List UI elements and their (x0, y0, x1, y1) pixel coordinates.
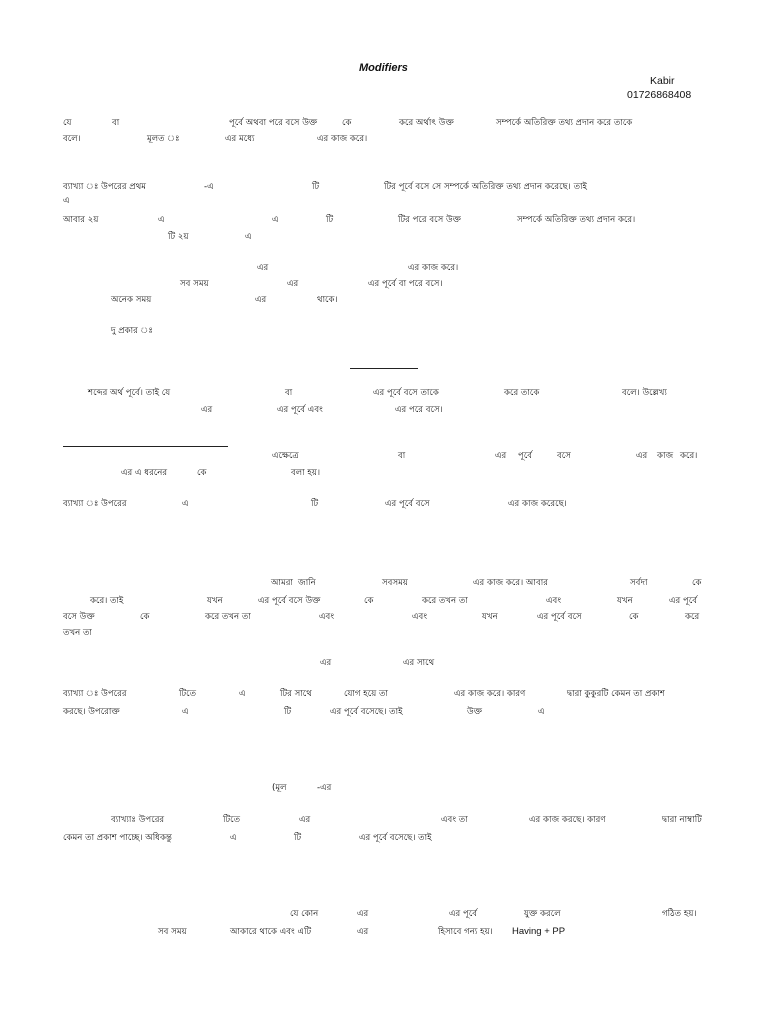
text-fragment: সম্পর্কে অতিরিক্ত তথ্য প্রদান করে। (517, 215, 636, 225)
text-fragment: দ্বারা নাম্বাটি (662, 815, 702, 825)
text-fragment: এর পূর্বে এবং (277, 405, 323, 415)
text-fragment: কে (140, 612, 150, 622)
text-fragment: বা (398, 451, 406, 461)
text-fragment: দু প্রকার ঃ (111, 326, 153, 336)
text-fragment: যে (63, 118, 72, 128)
text-fragment: টি (284, 707, 292, 717)
text-fragment: এ (182, 499, 189, 509)
text-fragment: ব্যাখ্যা ঃ উপরের (63, 499, 127, 509)
text-fragment: এর কাজ করছে। কারণ (529, 815, 606, 825)
text-fragment: করছে। উপরোক্ত (63, 707, 120, 717)
text-fragment: এ (182, 707, 189, 717)
text-fragment: এর পূর্বে বসে তাকে (373, 388, 439, 398)
text-fragment: এ (239, 689, 246, 699)
text-fragment: টি (294, 833, 302, 843)
text-fragment: টি ২য় (168, 232, 189, 242)
author-name: Kabir (650, 75, 675, 87)
text-fragment: -এ (204, 182, 214, 192)
text-fragment: টি (311, 499, 319, 509)
text-fragment: যুক্ত করলে (524, 909, 561, 919)
section-underline (63, 446, 228, 447)
text-fragment: ব্যাখ্যাঃ উপরের (111, 815, 165, 825)
text-fragment: এবং (546, 596, 562, 606)
text-fragment: এ (230, 833, 237, 843)
text-fragment: এর পূর্বে বসে (537, 612, 582, 622)
text-fragment: বা (285, 388, 293, 398)
text-fragment: এর পূর্বে (669, 596, 698, 606)
text-fragment: টিতে (223, 815, 241, 825)
text-fragment: এবং (319, 612, 335, 622)
text-fragment: এর (257, 263, 269, 273)
text-fragment: সব সময় (158, 927, 187, 937)
text-fragment: আকারে থাকে এবং এটি (230, 927, 312, 937)
text-fragment: করে তখন তা (205, 612, 251, 622)
text-fragment: কে (197, 468, 207, 478)
text-fragment: এর পূর্বে বা পরে বসে। (368, 279, 443, 289)
text-fragment: এর (495, 451, 507, 461)
text-fragment: এর পূর্বে বসেছে। তাই (330, 707, 403, 717)
text-fragment: অনেক সময় (111, 295, 152, 305)
text-fragment: থাকে। (317, 295, 338, 305)
text-fragment: কে (629, 612, 639, 622)
text-fragment: টির পরে বসে উক্ত (398, 215, 462, 225)
text-fragment: এর কাজ করে। (317, 134, 368, 144)
text-fragment: কেমন তা প্রকাশ পাচ্ছে। অধিকন্তু (63, 833, 172, 843)
text-fragment: কাজ (657, 451, 674, 461)
text-fragment: -এর (317, 783, 332, 793)
text-fragment: ব্যাখ্যা ঃ উপরের (63, 689, 127, 699)
text-fragment: সম্পর্কে অতিরিক্ত তথ্য প্রদান করে তাকে (496, 118, 633, 128)
text-fragment: যোগ হয়ে তা (344, 689, 388, 699)
text-fragment: এ (245, 232, 252, 242)
text-fragment: এর (287, 279, 299, 289)
text-fragment: যখন (482, 612, 498, 622)
text-fragment: কে (692, 578, 702, 588)
text-fragment: বসে উক্ত (63, 612, 95, 622)
text-fragment: টি (312, 182, 320, 192)
author-phone: 01726868408 (627, 89, 692, 101)
text-fragment: এর (320, 658, 332, 668)
text-fragment: টিতে (179, 689, 197, 699)
heading-underline (350, 368, 418, 369)
text-fragment: পূর্বে অথবা পরে বসে উক্ত (229, 118, 318, 128)
text-fragment: বলা হয়। (291, 468, 321, 478)
text-fragment: করে তাকে (504, 388, 540, 398)
text-fragment: এ (272, 215, 279, 225)
text-fragment: এর পরে বসে। (395, 405, 443, 415)
text-fragment: টির সাথে (280, 689, 312, 699)
text-fragment: এর (255, 295, 267, 305)
text-fragment: করে তখন তা (422, 596, 468, 606)
text-fragment: বলে। (63, 134, 81, 144)
text-fragment: টি (326, 215, 334, 225)
text-fragment: করে (685, 612, 700, 622)
text-fragment: টির পূর্বে বসে সে সম্পর্কে অতিরিক্ত তথ্য প্রদান করেছে। তাই (384, 182, 587, 192)
text-fragment: এর (357, 927, 369, 937)
text-fragment: যখন (207, 596, 223, 606)
text-fragment: (মূল (272, 783, 287, 793)
text-fragment: এ (158, 215, 165, 225)
text-fragment: এর পূর্বে বসে উক্ত (258, 596, 321, 606)
text-fragment: এর কাজ করেছে। (508, 499, 567, 509)
text-fragment: সবসময় (382, 578, 408, 588)
document-title: Modifiers (359, 62, 408, 74)
text-fragment: এর কাজ করে। (408, 263, 459, 273)
text-fragment: এর (357, 909, 369, 919)
text-fragment: এর পূর্বে (449, 909, 478, 919)
text-fragment: জানি (298, 578, 316, 588)
text-fragment: আবার ২য় (63, 215, 99, 225)
text-fragment: বা (112, 118, 120, 128)
text-fragment: এর কাজ করে। আবার (473, 578, 548, 588)
text-fragment: মূলত ঃ (147, 134, 180, 144)
text-fragment: এবং (412, 612, 428, 622)
text-fragment: বলে। উল্লেখ্য (622, 388, 667, 398)
text-fragment: এর মধ্যে (225, 134, 255, 144)
text-fragment: এর পূর্বে বসেছে। তাই (359, 833, 432, 843)
text-fragment: সর্বদা (630, 578, 648, 588)
text-fragment: যে কোন (290, 909, 319, 919)
text-fragment: তখন তা (63, 628, 92, 638)
text-fragment: কে (342, 118, 352, 128)
text-fragment: এর (201, 405, 213, 415)
text-fragment: ব্যাখ্যা ঃ উপরের প্রথম (63, 182, 147, 192)
text-fragment: এর এ ধরনের (121, 468, 168, 478)
text-fragment: এর সাথে (403, 658, 435, 668)
text-fragment: এর (636, 451, 648, 461)
text-fragment: এক্ষেত্রে (272, 451, 299, 461)
text-fragment: আমরা (271, 578, 294, 588)
text-fragment: করে। (680, 451, 698, 461)
text-fragment: উক্ত (467, 707, 483, 717)
text-fragment: এর পূর্বে বসে (385, 499, 430, 509)
text-fragment: কে (364, 596, 374, 606)
text-fragment: গঠিত হয়। (662, 909, 697, 919)
text-fragment: বসে (557, 451, 571, 461)
text-fragment: সব সময় (180, 279, 209, 289)
text-fragment: যখন (617, 596, 633, 606)
text-fragment: এ (63, 196, 70, 206)
text-fragment: হিসাবে গন্য হয়। (438, 927, 493, 937)
text-fragment: করে। তাই (90, 596, 124, 606)
text-fragment: দ্বারা কুকুরটি কেমন তা প্রকাশ (567, 689, 665, 699)
text-fragment: এর (299, 815, 311, 825)
text-fragment: পূর্বে (518, 451, 533, 461)
text-fragment: এর কাজ করে। কারণ (454, 689, 526, 699)
formula-text: Having + PP (512, 926, 566, 937)
text-fragment: শব্দের অর্থ পূর্বে। তাই যে (88, 388, 171, 398)
text-fragment: এ (538, 707, 545, 717)
text-fragment: এবং তা (441, 815, 468, 825)
text-fragment: করে অর্থাৎ উক্ত (399, 118, 454, 128)
